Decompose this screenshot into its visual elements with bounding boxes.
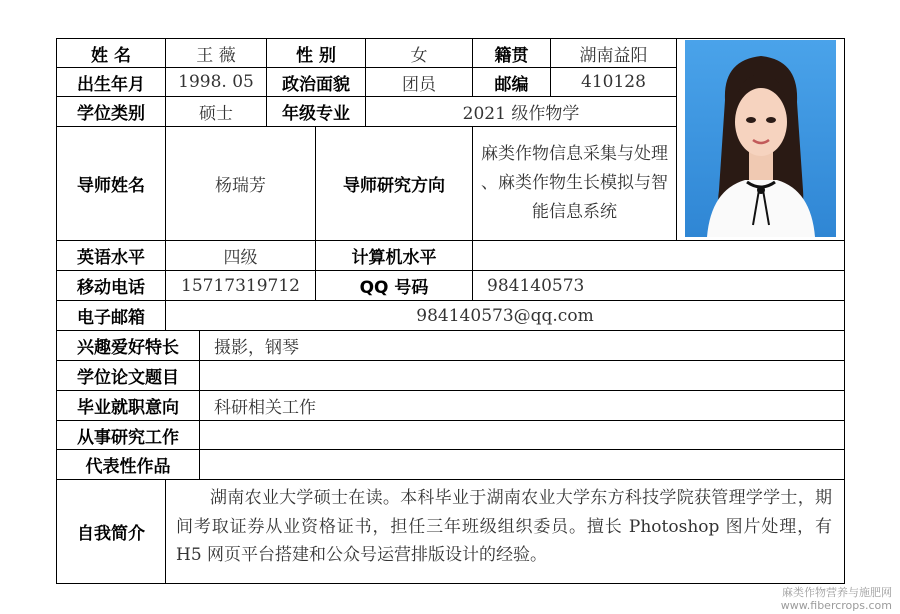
- intro-text: 湖南农业大学硕士在读。本科毕业于湖南农业大学东方科技学院获管理学学士，期间考取证券从业资格证书，担任三年班级组织委员。擅长 Photoshop 图片处理，有 H5 网页平台搭建和公众号运营排版设计的经验。: [165, 479, 845, 584]
- political-value: 团员: [365, 67, 473, 97]
- email-label: 电子邮箱: [56, 300, 166, 331]
- postcode-value: 410128: [550, 67, 677, 97]
- qq-label: QQ 号码: [315, 270, 473, 301]
- hobby-value: 摄影，钢琴: [199, 330, 845, 361]
- thesis-value: [199, 360, 845, 391]
- career-label: 毕业就职意向: [56, 390, 200, 421]
- gender-label: 性 别: [266, 38, 366, 68]
- work-label: 从事研究工作: [56, 420, 200, 450]
- research-value: 麻类作物信息采集与处理 、麻类作物生长模拟与智能信息系统: [472, 126, 677, 241]
- native-label: 籍贯: [472, 38, 551, 68]
- site-watermark: [781, 586, 892, 612]
- work-value: [199, 420, 845, 450]
- mobile-value: 15717319712: [165, 270, 316, 301]
- native-value: 湖南益阳: [550, 38, 677, 68]
- advisor-label: 导师姓名: [56, 126, 166, 241]
- watermark-line1: 麻类作物营养与施肥网: [782, 586, 892, 599]
- birth-label: 出生年月: [56, 67, 166, 97]
- gender-value: 女: [365, 38, 473, 68]
- computer-value: [472, 240, 845, 271]
- research-label: 导师研究方向: [315, 126, 473, 241]
- computer-label: 计算机水平: [315, 240, 473, 271]
- mobile-label: 移动电话: [56, 270, 166, 301]
- watermark-line2: www.fibercrops.com: [780, 599, 892, 612]
- birth-value: 1998. 05: [165, 67, 267, 97]
- email-value: 984140573@qq.com: [165, 300, 845, 331]
- grade-major-label: 年级专业: [266, 96, 366, 127]
- name-label: 姓 名: [56, 38, 166, 68]
- grade-major-value: 2021 级作物学: [365, 96, 677, 127]
- qq-value: 984140573: [472, 270, 845, 301]
- name-value: 王 薇: [165, 38, 267, 68]
- advisor-value: 杨瑞芳: [165, 126, 316, 241]
- intro-label: 自我简介: [56, 479, 166, 584]
- hobby-label: 兴趣爱好特长: [56, 330, 200, 361]
- english-value: 四级: [165, 240, 316, 271]
- postcode-label: 邮编: [472, 67, 551, 97]
- degree-value: 硕士: [165, 96, 267, 127]
- thesis-label: 学位论文题目: [56, 360, 200, 391]
- works-value: [199, 449, 845, 480]
- political-label: 政治面貌: [266, 67, 366, 97]
- career-value: 科研相关工作: [199, 390, 845, 421]
- works-label: 代表性作品: [56, 449, 200, 480]
- portrait-photo: [685, 40, 836, 237]
- english-label: 英语水平: [56, 240, 166, 271]
- degree-label: 学位类别: [56, 96, 166, 127]
